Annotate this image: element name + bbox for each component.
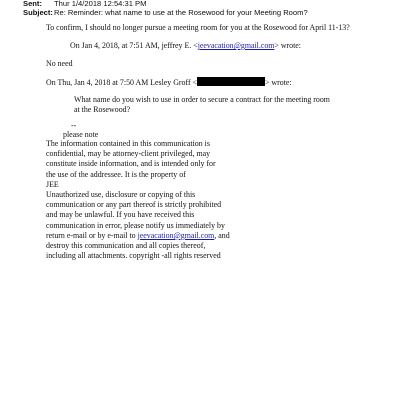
quote-header-suffix: > wrote: (265, 78, 292, 87)
quote-header-jeffrey (70, 41, 301, 51)
disclaimer-text (46, 139, 230, 261)
disclaimer-line: and may be unlawful. If you have received this (46, 210, 195, 220)
quote-header-prefix: On Thu, Jan 4, 2018 at 7:50 AM Lesley Groff < (46, 78, 197, 87)
confirm-line: To confirm, I should no longer pursue a meeting room for you at the Rosewood for April 11-13? (46, 23, 350, 32)
disclaimer-email-prefix: return e-mail or by e-mail to (46, 230, 138, 240)
sent-value: Thur 1/4/2018 12:54:31 PM (54, 0, 147, 8)
disclaimer-line: constitute inside information, and is intended only for (46, 159, 216, 169)
email-link[interactable]: jeevacation@gmail.com (137, 230, 215, 240)
quote-header-lesley (46, 77, 292, 88)
email-link[interactable]: jeevacation@gmail.com (197, 41, 275, 50)
subject-row (23, 8, 308, 17)
no-need-text: No need (46, 59, 73, 68)
subject-label: Subject: (23, 8, 53, 17)
quote-header-prefix: On Jan 4, 2018, at 7:51 AM, jeffrey E. < (70, 41, 198, 50)
signature-dashes: -- (71, 121, 77, 130)
disclaimer-line: the use of the addressee. It is the property of (46, 169, 186, 179)
subject-value: Re: Reminder: what name to use at the Rosewood for your Meeting Room? (54, 8, 308, 17)
disclaimer-email-line (46, 231, 230, 241)
disclaimer-email-suffix: , and (214, 230, 230, 240)
question-text (74, 95, 330, 115)
disclaimer-line: destroy this communication and all copies thereof, (46, 241, 206, 251)
question-line: What name do you wish to use in order to secure a contract for the meeting room (74, 95, 330, 104)
sent-label: Sent: (23, 0, 42, 8)
disclaimer-line: communication or any part thereof is strictly prohibited (46, 200, 222, 210)
question-line: at the Rosewood? (74, 105, 131, 115)
sent-row (23, 0, 146, 8)
please-note-text: please note (63, 130, 99, 139)
disclaimer-line: communication in error, please notify us immediately by (46, 220, 225, 230)
disclaimer-line: including all attachments. copyright -all rights reserved (46, 251, 221, 261)
disclaimer-line: Unauthorized use, disclosure or copying of this (46, 190, 196, 200)
quote-header-suffix: > wrote: (274, 41, 301, 50)
disclaimer-line: JEE (46, 179, 59, 189)
disclaimer-line: confidential, may be attorney-client privileged, may (46, 149, 211, 159)
redaction-bar (197, 77, 265, 86)
disclaimer-line: The information contained in this communication is (46, 139, 210, 148)
